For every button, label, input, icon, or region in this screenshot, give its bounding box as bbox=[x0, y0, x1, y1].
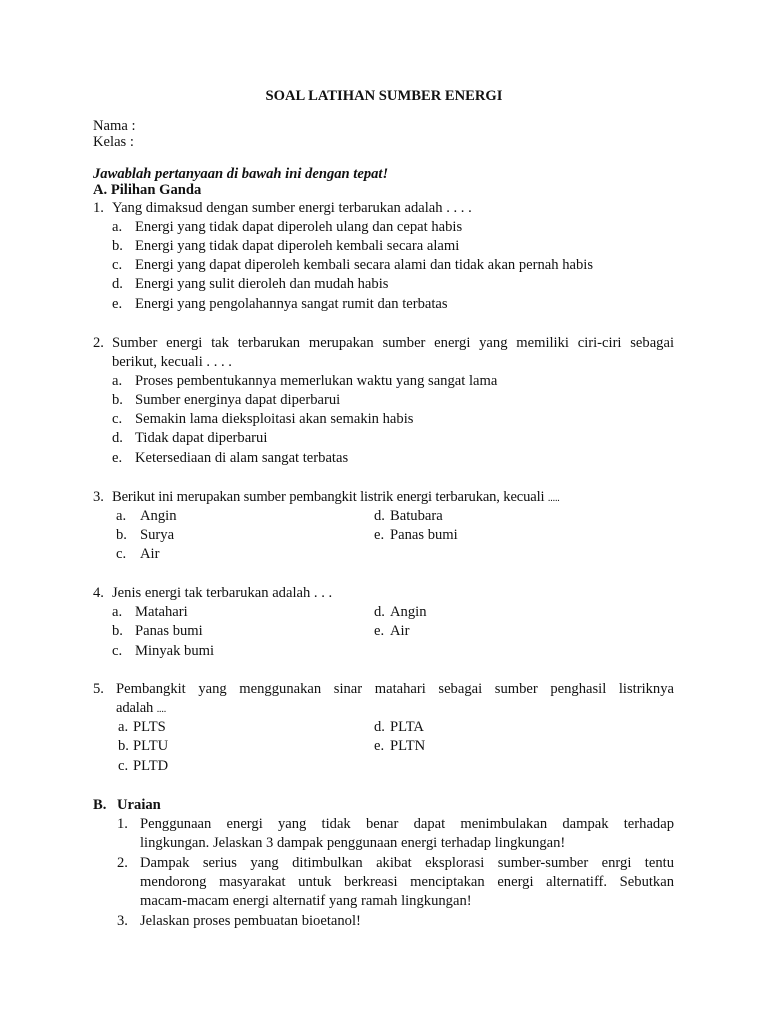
question-number: 2. bbox=[117, 855, 128, 871]
option-letter: d. bbox=[374, 508, 385, 524]
option-letter: e. bbox=[112, 296, 123, 312]
question-number: 4. bbox=[93, 585, 104, 601]
option-letter: b. bbox=[112, 623, 123, 639]
option-text: PLTU bbox=[133, 738, 169, 754]
option-text: Sumber energinya dapat diperbarui bbox=[135, 392, 341, 408]
option-letter: d. bbox=[112, 430, 123, 446]
question-text-line2: mendorong masyarakat untuk berkreasi menciptakan energi alternatiff. Sebutkan bbox=[140, 874, 674, 890]
option-text: Air bbox=[390, 623, 410, 639]
question-number: 2. bbox=[93, 335, 104, 351]
option-text: PLTN bbox=[390, 738, 426, 754]
question-text-line2 bbox=[116, 699, 166, 719]
question-number: 1. bbox=[117, 816, 128, 832]
option-letter: d. bbox=[112, 276, 123, 292]
option-text: Angin bbox=[390, 604, 427, 620]
question-text-line1: Dampak serius yang ditimbulkan akibat eksplorasi sumber-sumber enrgi tentu bbox=[140, 855, 674, 871]
option-letter: d. bbox=[374, 719, 385, 735]
option-letter: a. bbox=[116, 508, 127, 524]
option-text: Energi yang sulit dieroleh dan mudah habis bbox=[135, 276, 389, 292]
question-text-dots: .... bbox=[156, 704, 167, 715]
question-number: 5. bbox=[93, 681, 104, 697]
option-text: Minyak bumi bbox=[135, 643, 215, 659]
section-a-heading: A. Pilihan Ganda bbox=[93, 182, 202, 198]
question-number: 3. bbox=[117, 913, 128, 929]
question-text-line1: Sumber energi tak terbarukan merupakan sumber energi yang memiliki ciri-ciri sebagai bbox=[112, 335, 674, 351]
option-text: Matahari bbox=[135, 604, 188, 620]
question-text-line2: berikut, kecuali . . . . bbox=[112, 354, 232, 370]
question-text-line1: Pembangkit yang menggunakan sinar matahari sebagai sumber penghasil listriknya bbox=[116, 681, 674, 697]
kelas-label: Kelas : bbox=[93, 134, 134, 150]
option-letter: b. bbox=[112, 238, 123, 254]
option-text: Energi yang dapat diperoleh kembali secara alami dan tidak akan pernah habis bbox=[135, 257, 594, 273]
option-letter: c. bbox=[112, 411, 123, 427]
option-text: PLTD bbox=[133, 758, 169, 774]
question-number: 1. bbox=[93, 200, 104, 216]
question-text-line1: Jelaskan proses pembuatan bioetanol! bbox=[140, 913, 361, 929]
option-text: Panas bumi bbox=[390, 527, 458, 543]
section-b-heading: Uraian bbox=[117, 797, 161, 813]
option-letter: e. bbox=[374, 738, 385, 754]
option-letter: e. bbox=[374, 623, 385, 639]
option-text: PLTA bbox=[390, 719, 424, 735]
option-letter: b. bbox=[118, 738, 129, 754]
option-letter: e. bbox=[374, 527, 385, 543]
option-text: Surya bbox=[140, 527, 175, 543]
option-text: Energi yang pengolahannya sangat rumit dan terbatas bbox=[135, 296, 448, 312]
option-letter: b. bbox=[116, 527, 127, 543]
question-text-dots: ..... bbox=[547, 493, 560, 504]
nama-label: Nama : bbox=[93, 118, 136, 134]
question-text-line3: macam-macam energi alternatif yang ramah lingkungan! bbox=[140, 893, 472, 909]
option-text: Batubara bbox=[390, 508, 443, 524]
instruction-text: Jawablah pertanyaan di bawah ini dengan tepat! bbox=[93, 166, 389, 182]
option-text: PLTS bbox=[133, 719, 166, 735]
question-number: 3. bbox=[93, 489, 104, 505]
option-text: Panas bumi bbox=[135, 623, 203, 639]
option-text: Air bbox=[140, 546, 160, 562]
option-letter: c. bbox=[118, 758, 129, 774]
option-text: Angin bbox=[140, 508, 177, 524]
question-text: Jenis energi tak terbarukan adalah . . . bbox=[112, 585, 333, 601]
question-text bbox=[112, 488, 560, 508]
option-letter: c. bbox=[116, 546, 127, 562]
option-letter: c. bbox=[112, 643, 123, 659]
option-text: Proses pembentukannya memerlukan waktu yang sangat lama bbox=[135, 373, 498, 389]
section-b-heading-letter: B. bbox=[93, 797, 107, 813]
option-letter: b. bbox=[112, 392, 123, 408]
option-text: Ketersediaan di alam sangat terbatas bbox=[135, 450, 349, 466]
question-text: Yang dimaksud dengan sumber energi terbarukan adalah . . . . bbox=[112, 200, 472, 216]
document-title: SOAL LATIHAN SUMBER ENERGI bbox=[265, 88, 503, 104]
option-letter: e. bbox=[112, 450, 123, 466]
option-text: Tidak dapat diperbarui bbox=[135, 430, 268, 446]
option-letter: a. bbox=[112, 219, 123, 235]
option-letter: d. bbox=[374, 604, 385, 620]
option-letter: a. bbox=[112, 604, 123, 620]
option-letter: a. bbox=[112, 373, 123, 389]
question-text-line2: lingkungan. Jelaskan 3 dampak penggunaan energi terhadap lingkungan! bbox=[140, 835, 566, 851]
question-text-main: adalah bbox=[116, 700, 154, 716]
option-text: Energi yang tidak dapat diperoleh ulang dan cepat habis bbox=[135, 219, 463, 235]
question-text-main: Berikut ini merupakan sumber pembangkit listrik energi terbarukan, kecuali bbox=[112, 489, 545, 505]
option-text: Energi yang tidak dapat diperoleh kembali secara alami bbox=[135, 238, 460, 254]
option-text: Semakin lama dieksploitasi akan semakin habis bbox=[135, 411, 414, 427]
option-letter: c. bbox=[112, 257, 123, 273]
option-letter: a. bbox=[118, 719, 129, 735]
question-text-line1: Penggunaan energi yang tidak benar dapat menimbulakan dampak terhadap bbox=[140, 816, 674, 832]
